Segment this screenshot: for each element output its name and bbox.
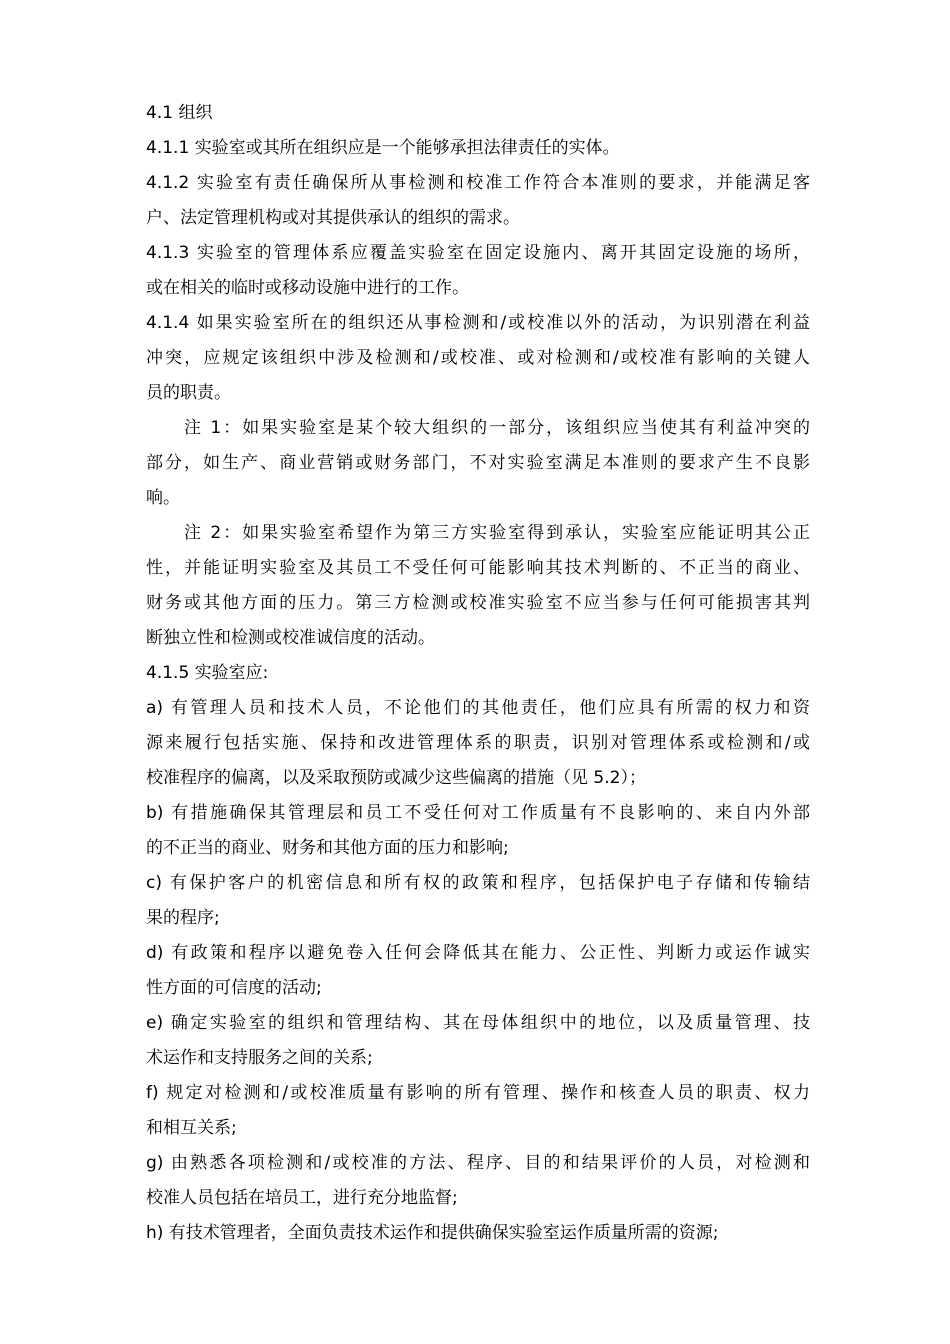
list-item-c	[146, 866, 810, 936]
list-item-h	[146, 1216, 810, 1251]
list-item-line: c) 有保护客户的机密信息和所有权的政策和程序，包括保护电子存储和传输结	[146, 873, 810, 893]
note-line: 响。	[146, 488, 180, 508]
list-item-line: 校准人员包括在培员工，进行充分地监督;	[146, 1188, 458, 1208]
clause-line: 4.1.3 实验室的管理体系应覆盖实验室在固定设施内、离开其固定设施的场所，	[146, 243, 810, 263]
list-item-line: 和相互关系;	[146, 1118, 237, 1138]
list-item-e	[146, 1006, 810, 1076]
list-item-a	[146, 691, 810, 796]
note-line: 注 2：如果实验室希望作为第三方实验室得到承认，实验室应能证明其公正	[184, 523, 810, 543]
clause-4-1-5: 4.1.5 实验室应:	[146, 663, 269, 683]
note-line: 性，并能证明实验室及其员工不受任何可能影响其技术判断的、不正当的商业、	[146, 558, 810, 578]
clause-4-1-3	[146, 236, 810, 306]
list-item-line: d) 有政策和程序以避免卷入任何会降低其在能力、公正性、判断力或运作诚实	[146, 943, 810, 963]
section-heading: 4.1 组织	[146, 103, 213, 123]
list-item-line: 源来履行包括实施、保持和改进管理体系的职责，识别对管理体系或检测和/或	[146, 733, 810, 753]
clause-line: 户、法定管理机构或对其提供承认的组织的需求。	[146, 208, 520, 228]
list-item-b	[146, 796, 810, 866]
list-item-line: 的不正当的商业、财务和其他方面的压力和影响;	[146, 838, 509, 858]
clause-line: 员的职责。	[146, 383, 231, 403]
clause-line: 4.1.4 如果实验室所在的组织还从事检测和/或校准以外的活动，为识别潜在利益	[146, 313, 810, 333]
clause-line: 冲突，应规定该组织中涉及检测和/或校准、或对检测和/或校准有影响的关键人	[146, 348, 810, 368]
list-item-line: b) 有措施确保其管理层和员工不受任何对工作质量有不良影响的、来自内外部	[146, 803, 810, 823]
clause-4-1-1	[146, 131, 810, 166]
note-2	[146, 516, 810, 656]
document-page	[146, 96, 810, 1251]
note-line: 注 1：如果实验室是某个较大组织的一部分，该组织应当使其有利益冲突的	[184, 418, 810, 438]
list-item-line: e) 确定实验室的组织和管理结构、其在母体组织中的地位，以及质量管理、技	[146, 1013, 810, 1033]
list-item-line: 果的程序;	[146, 908, 220, 928]
list-item-line: h) 有技术管理者，全面负责技术运作和提供确保实验室运作质量所需的资源;	[146, 1223, 719, 1243]
note-1	[146, 411, 810, 516]
clause-line: 4.1.2 实验室有责任确保所从事检测和校准工作符合本准则的要求，并能满足客	[146, 173, 810, 193]
note-line: 部分，如生产、商业营销或财务部门，不对实验室满足本准则的要求产生不良影	[146, 453, 810, 473]
note-line: 断独立性和检测或校准诚信度的活动。	[146, 628, 435, 648]
list-item-f	[146, 1076, 810, 1146]
list-item-line: f) 规定对检测和/或校准质量有影响的所有管理、操作和核查人员的职责、权力	[146, 1083, 810, 1103]
list-item-line: g) 由熟悉各项检测和/或校准的方法、程序、目的和结果评价的人员，对检测和	[146, 1153, 810, 1173]
list-item-line: 性方面的可信度的活动;	[146, 978, 322, 998]
list-item-g	[146, 1146, 810, 1216]
clause-line: 或在相关的临时或移动设施中进行的工作。	[146, 278, 469, 298]
clause-4-1-4	[146, 306, 810, 411]
note-line: 财务或其他方面的压力。第三方检测或校准实验室不应当参与任何可能损害其判	[146, 593, 810, 613]
list-item-line: 校准程序的偏离，以及采取预防或减少这些偏离的措施（见 5.2）；	[146, 768, 646, 788]
list-item-line: 术运作和支持服务之间的关系;	[146, 1048, 373, 1068]
list-item-d	[146, 936, 810, 1006]
clause-4-1-2	[146, 166, 810, 236]
clause-line: 4.1.1 实验室或其所在组织应是一个能够承担法律责任的实体。	[146, 138, 620, 158]
list-item-line: a) 有管理人员和技术人员，不论他们的其他责任，他们应具有所需的权力和资	[146, 698, 810, 718]
